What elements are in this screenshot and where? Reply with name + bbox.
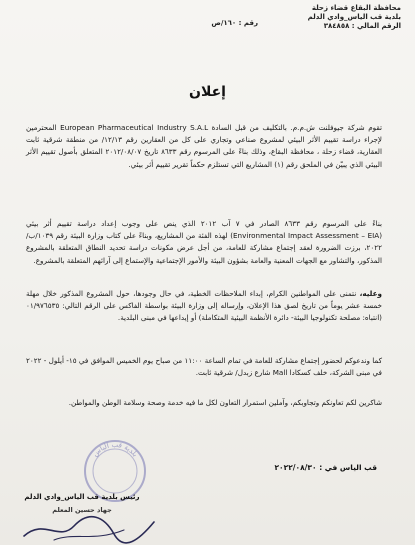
paragraph-decree: بناءً على المرسوم رقم ٨٦٣٣ الصادر في ٧ آب ٢٠١٢ الذي ينص على وجوب إعداد دراسة تقييم أثر بيئي (Environmental Impact Assessment – EIA) لهذه الفئة من المشاريع، وبناءً على كتاب وزارة البيئة رقم ١٠٣٩/ب/٢٠٢٢، برزت الضرورة لعقد إجتماع مشاركة للعامة، من أجل عرض مكونات دراسة تحديد النطاق المتعلقة بالمشروع المذكور، والتشاور مع الجهات المعنية والعامة بشؤون البيئة والأمور الإجتماعية والإستماع إلى آرائهم المتعلقة بالمشروع. — [26, 219, 383, 265]
stamp-text: بلدية قب الياس — [91, 440, 140, 459]
paragraph-comments-lead: وعليه، — [359, 289, 382, 298]
signature-name: جهاد حسين المعلم — [52, 506, 112, 514]
svg-text:بلدية قب الياس — [91, 441, 139, 458]
paragraph-meeting-invite: كما وندعوكم لحضور إجتماع مشاركة للعامة في تمام الساعة ١١:٠٠ من صباح يوم الخميس الموافق في ١٥- أيلول - ٢٠٢٢ في مبنى الشركة، خلف كسكادا Mall شارع زبدل/ شرقية ثابت. — [26, 356, 382, 378]
letterhead-municipality: بلدية قب الياس_وادي الدلم — [307, 13, 401, 21]
letterhead-governorate: محافظة البقاع قضاء زحلة — [311, 4, 401, 12]
paragraph-thanks: شاكرين لكم تعاونكم وتجاوبكم، وآملين استمرار التعاون لكل ما فيه خدمة وصحة وسلامة الوطن والمواطن. — [68, 398, 382, 407]
letterhead — [251, 4, 401, 31]
announcement-title: إعلان — [189, 84, 226, 100]
paragraph-comments-text: نتمنى على المواطنين الكرام، إبداء الملاحظات الخطية، في حال وجودها، حول المشروع المذكور خلال مهلة خمسة عشر يوماً من تاريخ لصق هذا الإعلان، وإرساله إلى وزارة البيئة بواسطة الفاكس على الرقم التالي: ٠١/٩٧٦٥٣٥ (انتباه: مصلحة تكنولوجيا البيئة- دائرة الأنظمة البيئية المتكاملة) أو إيداعها في مبنى البلدية. — [26, 289, 382, 323]
signature-title: رئيس بلدية قب الياس_وادي الدلم — [24, 493, 140, 501]
handwritten-signature-icon — [14, 512, 164, 545]
date-line: قب الياس في : ٢٠٢٢/٠٨/٣٠ — [274, 463, 377, 472]
reference-number: رقم : ١٦٠/ص — [211, 19, 258, 27]
paragraph-comments — [26, 288, 382, 325]
letterhead-financial-number: الرقم المالي : ٣٨٤٨٥٨ — [323, 22, 401, 30]
paragraph-intro: تقوم شركة جيوفلنت ش.م.م. بالتكليف من قبل السادة European Pharmaceutical Industry S.A.L المحترمين لإجراء دراسة تقييم الأثر البيئي لمشروع صناعي وتجاري على كل من العقارين رقم ١٢/١٣/ من منطقة شرقية ثابت العقارية، قضاء زحلة ، محافظة البقاع، وذلك بناءً على المرسوم رقم ٨٦٣٣ تاريخ ٢٠١٢/٠٨/٠٧ المتعلق بأصول تقييم الأثر البيئي الذي يبيّن في الملحق رقم (١) المشاريع التي تستلزم حكماً تقرير تقييم أثر بيئي. — [26, 123, 382, 169]
